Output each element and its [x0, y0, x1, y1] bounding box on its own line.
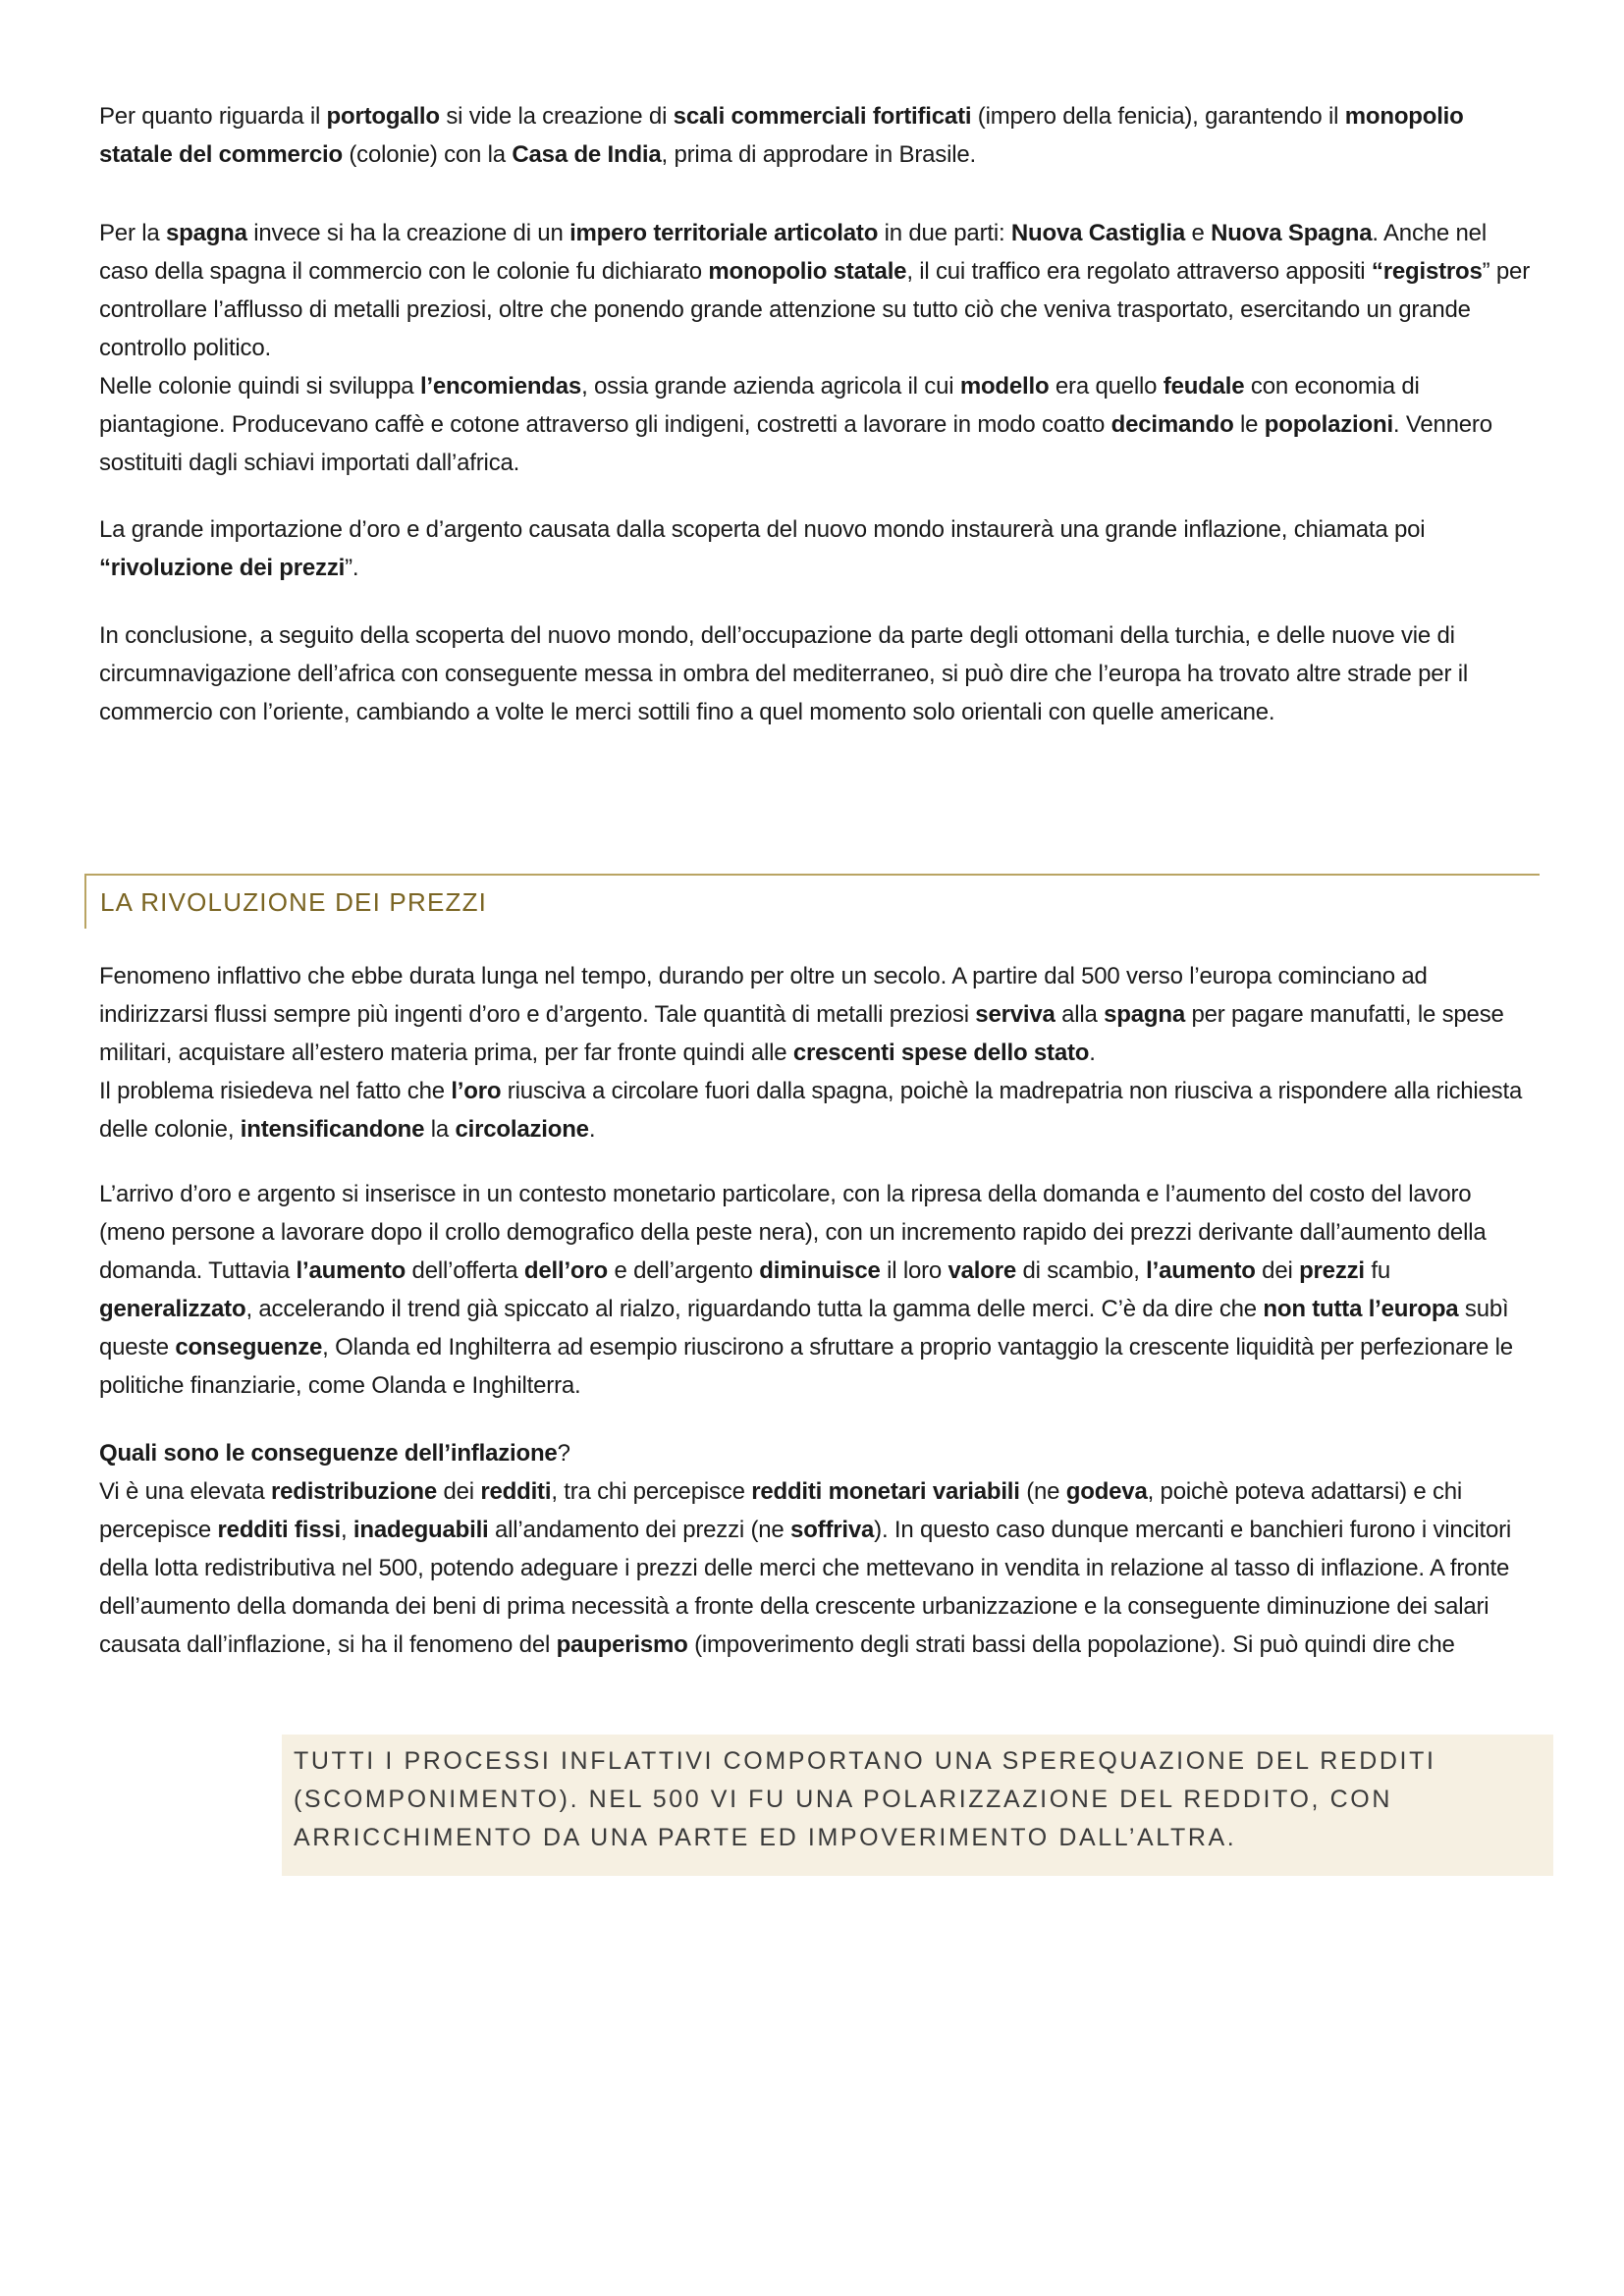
- paragraph-arrivo: [99, 1175, 1533, 1405]
- text-run: ” per controllare l’afflusso di metalli preziosi, oltre che ponendo grande attenzione su tutto ciò che veniva trasportato, esercitando un grande controllo politico.: [99, 258, 1530, 361]
- text-run: con economia di piantagione. Producevano caffè e cotone attraverso gli indigeni, costretti a lavorare in modo coatto: [99, 373, 1420, 438]
- text-run: subì queste: [99, 1296, 1509, 1361]
- bold-text-run: redistribuzione: [270, 1478, 437, 1505]
- bold-text-run: Quali sono le conseguenze dell’inflazione: [99, 1440, 558, 1467]
- text-run: Il problema risiedeva nel fatto che: [99, 1078, 452, 1104]
- bold-text-run: l’oro: [451, 1078, 502, 1104]
- text-run: (ne: [1019, 1478, 1066, 1505]
- paragraph-problema: [99, 1072, 1533, 1148]
- text-run: dei: [437, 1478, 481, 1505]
- bold-text-run: l’encomiendas: [419, 373, 582, 400]
- text-run: all’andamento dei prezzi (ne: [488, 1517, 791, 1543]
- text-run: L’arrivo d’oro e argento si inserisce in un contesto monetario particolare, con la ripresa della domanda e l’aumento del costo del lavoro (meno persone a lavorare dopo il crollo demografico della peste nera), con un incremento rapido dei prezzi derivante dall’aumento della domanda. Tuttavia: [99, 1181, 1487, 1284]
- bold-text-run: Casa de India: [512, 141, 662, 168]
- text-run: Per quanto riguarda il: [99, 103, 327, 130]
- text-run: il loro: [880, 1257, 948, 1284]
- text-run: , prima di approdare in Brasile.: [661, 141, 976, 168]
- text-run: La grande importazione d’oro e d’argento causata dalla scoperta del nuovo mondo instaurerà una grande inflazione, chiamata poi: [99, 516, 1426, 543]
- bold-text-run: dell’oro: [523, 1257, 608, 1284]
- bold-text-run: spagna: [1104, 1001, 1185, 1028]
- text-run: Per la: [99, 220, 166, 246]
- bold-text-run: redditi fissi: [217, 1517, 341, 1543]
- bold-text-run: modello: [959, 373, 1050, 400]
- bold-text-run: impero territoriale articolato: [569, 220, 879, 246]
- paragraph-importazione: [99, 510, 1533, 587]
- bold-text-run: crescenti spese dello stato: [792, 1040, 1090, 1066]
- bold-text-run: diminuisce: [759, 1257, 881, 1284]
- text-run: , Olanda ed Inghilterra ad esempio riuscirono a sfruttare a proprio vantaggio la crescente liquidità per perfezionare le politiche finanziarie, come Olanda e Inghilterra.: [99, 1334, 1513, 1399]
- paragraph-redistribuzione: [99, 1472, 1533, 1664]
- paragraph-conclusione: [99, 616, 1533, 731]
- text-run: di scambio,: [1016, 1257, 1147, 1284]
- text-run: ?: [557, 1440, 570, 1467]
- text-run: Nelle colonie quindi si sviluppa: [99, 373, 420, 400]
- text-run: riusciva a circolare fuori dalla spagna, poichè la madrepatria non riusciva a rispondere alla richiesta delle colonie,: [99, 1078, 1523, 1143]
- bold-text-run: “registros: [1371, 258, 1483, 285]
- bold-text-run: non tutta l’europa: [1263, 1296, 1459, 1322]
- bold-text-run: monopolio statale: [708, 258, 907, 285]
- text-run: , il cui traffico era regolato attraverso appositi: [906, 258, 1372, 285]
- bold-text-run: Nuova Spagna: [1211, 220, 1373, 246]
- text-run: , poichè poteva adattarsi) e chi percepisce: [99, 1478, 1463, 1543]
- text-run: per pagare manufatti, le spese militari, acquistare all’estero materia prima, per far fronte quindi alle: [99, 1001, 1504, 1066]
- bold-text-run: conseguenze: [175, 1334, 323, 1361]
- bold-text-run: intensificandone: [240, 1116, 425, 1143]
- text-run: .: [588, 1116, 596, 1143]
- text-run: la: [424, 1116, 456, 1143]
- section-heading-box: [84, 874, 1540, 929]
- paragraph-fenomeno: [99, 957, 1533, 1072]
- bold-text-run: valore: [947, 1257, 1017, 1284]
- text-run: ,: [340, 1517, 353, 1543]
- text-run: . Anche nel caso della spagna il commercio con le colonie fu dichiarato: [99, 220, 1487, 285]
- bold-text-run: redditi: [480, 1478, 552, 1505]
- question-conseguenze: [99, 1434, 1533, 1472]
- text-run: , ossia grande azienda agricola il cui: [581, 373, 960, 400]
- paragraph-spagna: [99, 214, 1533, 367]
- callout-text: TUTTI I PROCESSI INFLATTIVI COMPORTANO UNA SPEREQUAZIONE DEL REDDITI (SCOMPONIMENTO). NEL 500 VI FU UNA POLARIZZAZIONE DEL REDDITO, CON ARRICCHIMENTO DA UNA PARTE ED IMPOVERIMENTO DALL’ALTRA.: [294, 1747, 1436, 1851]
- text-run: in due parti:: [878, 220, 1011, 246]
- bold-text-run: redditi monetari variabili: [751, 1478, 1020, 1505]
- text-run: era quello: [1049, 373, 1164, 400]
- text-run: .: [1089, 1040, 1096, 1066]
- text-run: ). In questo caso dunque mercanti e banchieri furono i vincitori della lotta redistributiva nel 500, potendo adeguare i prezzi delle merci che mettevano in vendita in relazione al tasso di inflazione. A fronte dell’aumento della domanda dei beni di prima necessità a fronte della crescente urbanizzazione e la conseguente diminuzione dei salari causata dall’inflazione, si ha il fenomeno del: [99, 1517, 1512, 1658]
- text-run: le: [1233, 411, 1265, 438]
- text-run: invece si ha la creazione di un: [246, 220, 570, 246]
- text-run: Vi è una elevata: [99, 1478, 271, 1505]
- text-run: (impoverimento degli strati bassi della popolazione). Si può quindi dire che: [687, 1631, 1455, 1658]
- text-run: ”.: [345, 555, 359, 581]
- paragraph-encomiendas: [99, 367, 1533, 482]
- text-run: e: [1184, 220, 1212, 246]
- text-run: e dell’argento: [608, 1257, 760, 1284]
- bold-text-run: serviva: [975, 1001, 1056, 1028]
- bold-text-run: pauperismo: [556, 1631, 688, 1658]
- text-run: (impero della fenicia), garantendo il: [971, 103, 1345, 130]
- bold-text-run: l’aumento: [1146, 1257, 1256, 1284]
- text-run: si vide la creazione di: [439, 103, 674, 130]
- text-run: Fenomeno inflattivo che ebbe durata lunga nel tempo, durando per oltre un secolo. A partire dal 500 verso l’europa cominciano ad indirizzarsi flussi sempre più ingenti d’oro e d’argento. Tale quantità di metalli preziosi: [99, 963, 1428, 1028]
- text-run: fu: [1364, 1257, 1390, 1284]
- text-run: , accelerando il trend già spiccato al rialzo, riguardando tutta la gamma delle merci. C’è da dire che: [245, 1296, 1264, 1322]
- text-run: dei: [1255, 1257, 1300, 1284]
- text-run: , tra chi percepisce: [551, 1478, 752, 1505]
- text-run: alla: [1055, 1001, 1105, 1028]
- bold-text-run: inadeguabili: [352, 1517, 489, 1543]
- text-run: . Vennero sostituiti dagli schiavi importati dall’africa.: [99, 411, 1492, 476]
- bold-text-run: generalizzato: [99, 1296, 246, 1322]
- bold-text-run: portogallo: [326, 103, 440, 130]
- bold-text-run: monopolio statale del commercio: [99, 103, 1464, 168]
- bold-text-run: circolazione: [455, 1116, 589, 1143]
- bold-text-run: godeva: [1065, 1478, 1148, 1505]
- bold-text-run: feudale: [1163, 373, 1245, 400]
- text-run: dell’offerta: [406, 1257, 524, 1284]
- bold-text-run: “rivoluzione dei prezzi: [99, 555, 346, 581]
- bold-text-run: popolazioni: [1264, 411, 1393, 438]
- bold-text-run: spagna: [165, 220, 247, 246]
- bold-text-run: soffriva: [790, 1517, 875, 1543]
- bold-text-run: prezzi: [1299, 1257, 1365, 1284]
- text-run: (colonie) con la: [342, 141, 513, 168]
- bold-text-run: decimando: [1110, 411, 1234, 438]
- callout-box: [282, 1735, 1553, 1876]
- bold-text-run: scali commerciali fortificati: [673, 103, 972, 130]
- bold-text-run: Nuova Castiglia: [1010, 220, 1185, 246]
- bold-text-run: l’aumento: [296, 1257, 406, 1284]
- paragraph-portogallo: [99, 97, 1533, 174]
- text-run: In conclusione, a seguito della scoperta del nuovo mondo, dell’occupazione da parte degli ottomani della turchia, e delle nuove vie di circumnavigazione dell’africa con conseguente messa in ombra del mediterraneo, si può dire che l’europa ha trovato altre strade per il commercio con l’oriente, cambiando a volte le merci sottili fino a quel momento solo orientali con quelle americane.: [99, 622, 1468, 725]
- section-heading: LA RIVOLUZIONE DEI PREZZI: [100, 887, 488, 917]
